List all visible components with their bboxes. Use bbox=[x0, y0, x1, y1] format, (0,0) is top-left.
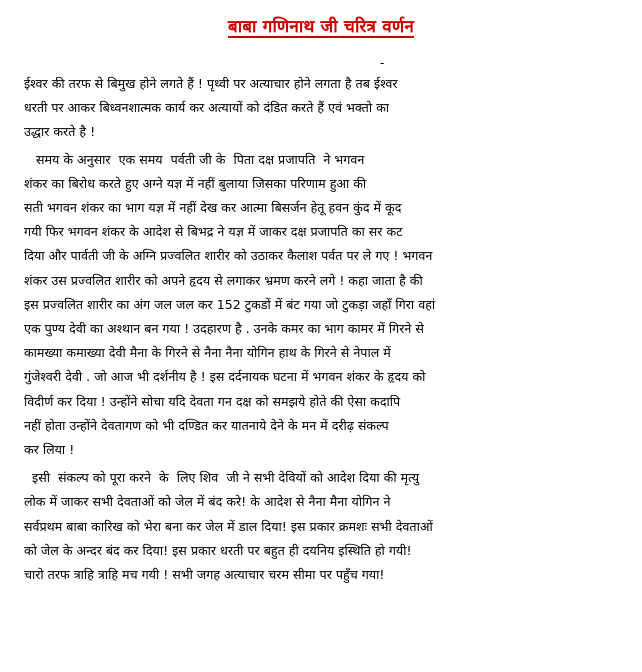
text-line: एक पुण्य देवी का अश्थान बन गया ! उदहारण है . उनके कमर का भाग कामर में गिरने से bbox=[24, 321, 424, 337]
text-line: शंकर का बिरोध करते हुए अग्ने यज्ञ में नहीं बुलाया जिसका परिणाम हुआ की bbox=[24, 175, 367, 191]
text-line: समय के अनुसार एक समय पर्वती जी के पिता दक्ष प्रजापति ने भगवन bbox=[24, 151, 365, 167]
text-line: ईश्वर की तरफ से बिमुख होने लगते हैं ! पृथ्वी पर अत्याचार होने लगता है तब ईश्वर bbox=[24, 76, 398, 91]
separator-dash: - bbox=[380, 56, 385, 70]
text-line: को जेल के अन्दर बंद कर दिया! इस प्रकार धरती पर बहुत ही दयनिय इस्थिति हो गयी! bbox=[24, 542, 412, 558]
text-line: लोक में जाकर सभी देवताओं को जेल में बंद करे! के आदेश से नैना मैना योगिन ने bbox=[24, 494, 391, 510]
document-title: बाबा गणिनाथ जी चरित्र वर्णन bbox=[228, 17, 414, 37]
paragraph-resolve bbox=[24, 466, 628, 587]
text-line: गयी फिर भगवन शंकर के आदेश से बिभद्र ने यज्ञ में जाकर दक्ष प्रजापति का सर कट bbox=[24, 224, 403, 240]
text-line: धरती पर आकर बिध्वनशात्मक कार्य कर अत्यायों को दंडित करते हैं एवं भक्तो का bbox=[24, 100, 390, 116]
paragraph-story bbox=[24, 148, 628, 463]
text-line: इस प्रज्वलित शारीर का अंग जल जल कर 152 टुकडों में बंट गया जो टुकड़ा जहाँ गिरा वहां bbox=[24, 296, 436, 312]
text-line: सती भगवन शंकर का भाग यज्ञ में नहीं देख कर आत्मा बिसर्जन हेतू हवन कुंद में कूद bbox=[24, 200, 402, 216]
text-line: गुंजेश्वरी देवी . जो आज भी दर्शनीय है ! इस दर्दनायक घटना में भगवन शंकर के हृदय को bbox=[24, 369, 426, 385]
text-line: इसी संकल्प को पूरा करने के लिए शिव जी ने सभी देवियों को आदेश दिया की मृत्यु bbox=[24, 470, 420, 486]
paragraph-intro bbox=[24, 72, 628, 145]
text-line: कर लिया ! bbox=[24, 442, 75, 458]
document-body bbox=[24, 72, 628, 587]
text-line: दिया और पार्वती जी के अग्नि प्रज्वलित शारीर को उठाकर कैलाश पर्वत पर ले गए ! भगवन bbox=[24, 248, 433, 264]
text-line: शंकर उस प्रज्वलित शारीर को अपने हृदय से लगाकर भ्रमण करने लगे ! कहा जाता है की bbox=[24, 272, 423, 288]
title-container bbox=[0, 14, 642, 37]
text-line: उद्धार करते है ! bbox=[24, 124, 96, 140]
text-line: कामख्या कमाख्या देवी मैना के गिरने से नैना नैना योगिन हाथ के गिरने से नेपाल में bbox=[24, 345, 391, 361]
text-line: विदीर्ण कर दिया ! उन्होंने सोचा यदि देवता गन दक्ष को समझये होते की ऐसा कदापि bbox=[24, 393, 401, 409]
text-line: चारो तरफ त्राहि त्राहि मच गयी ! सभी जगह अत्याचार चरम सीमा पर पहुँच गया! bbox=[24, 567, 385, 583]
text-line: सर्वप्रथम बाबा कारिख को भेरा बना कर जेल में डाल दिया! इस प्रकार क्रमशः सभी देवताओं bbox=[24, 518, 433, 534]
text-line: नहीं होता उन्होंने देवतागण को भी दण्डित कर यातनाये देने के मन में दरीढ़ संकल्प bbox=[24, 417, 389, 433]
